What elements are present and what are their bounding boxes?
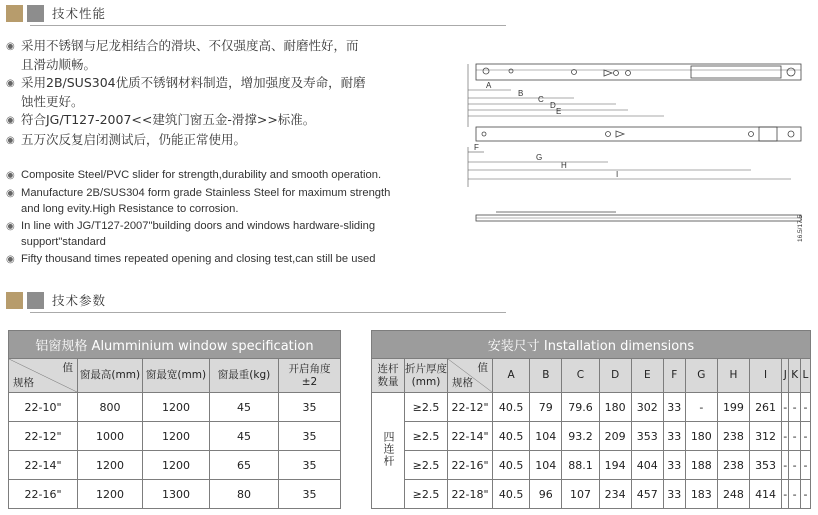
cell: - [782,393,789,422]
cell: 33 [663,422,685,451]
cell: 22-14" [448,422,493,451]
corner-bottom: 规格 [452,377,473,389]
corner-header [9,359,78,393]
cell: 35 [279,451,341,480]
dimension-label: E [556,107,562,116]
table-row [372,451,811,480]
column-header: G [685,359,717,393]
cell: 104 [530,422,562,451]
column-header [372,359,405,393]
list-item [6,74,406,111]
feature-list-en [6,167,411,268]
cell: - [800,393,810,422]
cell: 104 [530,451,562,480]
dimension-label: A [486,81,492,90]
cell: 22-10" [9,393,78,422]
feature-text: 且滑动顺畅。 [21,56,97,72]
feature-text: Composite Steel/PVC slider for strength,durability and smooth operation. [21,169,382,181]
list-item [6,111,406,131]
cell: 93.2 [562,422,599,451]
section-header-performance [6,2,506,24]
cell: - [800,451,810,480]
column-header-line: 开启角度 [288,362,331,375]
cell: - [800,422,810,451]
column-header-line: (mm) [411,375,441,388]
cell: 35 [279,480,341,509]
hole [509,69,513,73]
cell: 312 [750,422,782,451]
feature-text: 符合JG/T127-2007<<建筑门窗五金-滑撑>>标准。 [21,112,316,127]
hole [614,71,619,76]
hole [572,70,577,75]
cell: 183 [685,480,717,509]
cell: 33 [663,451,685,480]
cell: - [782,422,789,451]
table-row [372,393,811,422]
table-title: 铝窗规格 Alumminium window specification [9,331,341,359]
cell: 79.6 [562,393,599,422]
cell: 80 [210,480,279,509]
dimension-note: 16.5/17.5 [797,214,804,242]
table-row [372,480,811,509]
column-header: D [599,359,631,393]
cell: 800 [78,393,143,422]
dimension-label: H [561,161,567,170]
aluminium-spec-table [8,330,341,509]
corner-header [448,359,493,393]
column-header-line: 折片厚度 [405,362,447,375]
cell: 238 [717,451,749,480]
cell: 261 [750,393,782,422]
bullet-icon: ◉ [6,170,15,181]
column-header: C [562,359,599,393]
cell: 79 [530,393,562,422]
cell: 188 [685,451,717,480]
table-row [9,480,341,509]
feature-text: 采用2B/SUS304优质不锈钢材料制造，增加强度及寿命，耐磨 [21,75,366,90]
dimension-label: G [536,153,543,162]
column-header: B [530,359,562,393]
cell: 404 [631,451,663,480]
cell: - [685,393,717,422]
cell: - [789,451,801,480]
column-header: 窗最高(mm) [78,359,143,393]
cell: ≥2.5 [405,480,448,509]
cell: 40.5 [493,451,530,480]
cell: - [789,422,801,451]
column-header: 窗最宽(mm) [143,359,210,393]
bullet-icon: ◉ [6,187,15,199]
list-item [6,167,411,185]
feature-list-cn [6,37,406,150]
cell: - [789,480,801,509]
column-header [405,359,448,393]
column-header: I [750,359,782,393]
section-title: 技术参数 [52,293,107,308]
cell: 45 [210,393,279,422]
column-header-line: 数量 [377,375,399,388]
feature-text: In line with JG/T127-2007"building doors and windows hardware-sliding [21,219,376,232]
column-header: L [800,359,810,393]
column-header: J [782,359,789,393]
cell: 1200 [143,451,210,480]
rivet [483,68,489,74]
arm-outline [476,64,801,80]
cell: 199 [717,393,749,422]
cell: 22-16" [448,451,493,480]
divider [30,312,506,313]
cell: 248 [717,480,749,509]
corner-top: 值 [477,362,488,374]
cell: 1200 [78,480,143,509]
feature-text: Manufacture 2B/SUS304 form grade Stainless Steel for maximum strength [21,186,391,199]
bullet-icon: ◉ [6,253,15,265]
cell: 1200 [143,393,210,422]
table-row [9,393,341,422]
dimension-label: B [518,89,524,98]
cell: ≥2.5 [405,451,448,480]
cell: 65 [210,451,279,480]
cell: - [800,480,810,509]
feature-text: Fifty thousand times repeated opening and closing test,can still be used [21,252,376,265]
cell: - [782,480,789,509]
column-header: E [631,359,663,393]
bullet-icon: ◉ [6,41,15,52]
cell: 457 [631,480,663,509]
group-cell [372,393,405,509]
section-marker [27,292,44,309]
column-header: H [717,359,749,393]
cell: 35 [279,393,341,422]
dimension-label: F [474,143,479,152]
cell: 209 [599,422,631,451]
cell: 88.1 [562,451,599,480]
cell: 40.5 [493,422,530,451]
table-header-row [9,359,341,393]
bullet-icon: ◉ [6,220,15,232]
column-header: 窗最重(kg) [210,359,279,393]
cell: 22-16" [9,480,78,509]
cell: 180 [599,393,631,422]
cell: 45 [210,422,279,451]
dimension-label: I [616,170,619,179]
feature-text: 五万次反复启闭测试后，仍能正常使用。 [21,131,247,147]
feature-text: support"standard [21,236,106,248]
cell: 22-12" [448,393,493,422]
corner-top: 值 [62,362,73,374]
group-label: 四连杆 [382,431,395,467]
cell: 353 [750,451,782,480]
cell: 33 [663,393,685,422]
column-header: K [789,359,801,393]
list-item [6,218,411,251]
list-item [6,37,406,74]
feature-text: and long evity.High Resistance to corrosion. [21,203,239,215]
cell: 180 [685,422,717,451]
friction-stay-drawing [466,52,806,242]
cell: 1000 [78,422,143,451]
section-title: 技术性能 [52,6,107,21]
table-title: 安装尺寸 Installation dimensions [372,331,811,359]
cell: 22-18" [448,480,493,509]
list-item [6,131,406,151]
table-row [372,422,811,451]
divider [30,25,506,26]
table-row [9,451,341,480]
column-header: A [493,359,530,393]
cell: 35 [279,422,341,451]
cell: 353 [631,422,663,451]
cell: 22-12" [9,422,78,451]
cell: ≥2.5 [405,393,448,422]
cell: 194 [599,451,631,480]
table-row [9,422,341,451]
hole [626,71,631,76]
bullet-icon: ◉ [6,115,15,126]
cell: 40.5 [493,393,530,422]
cell: - [789,393,801,422]
feature-text: 采用不锈钢与尼龙相结合的滑块、不仅强度高、耐磨性好，而 [21,38,359,53]
table-header-row [372,359,811,393]
section-marker [6,292,23,309]
cell: 302 [631,393,663,422]
column-header [279,359,341,393]
column-header: F [663,359,685,393]
dimension-label: C [538,95,544,104]
section-marker [6,5,23,22]
column-header-line: 连杆 [377,362,399,375]
section-header-params [6,289,506,311]
corner-bottom: 规格 [13,377,34,389]
cell: 107 [562,480,599,509]
cell: 1200 [143,422,210,451]
cell: 33 [663,480,685,509]
cell: 414 [750,480,782,509]
column-header-line: ±2 [301,375,318,388]
list-item [6,251,411,269]
cell: 234 [599,480,631,509]
section-marker [27,5,44,22]
cell: 40.5 [493,480,530,509]
cell: 238 [717,422,749,451]
cell: 1200 [78,451,143,480]
cell: 96 [530,480,562,509]
bullet-icon: ◉ [6,134,15,146]
installation-dimensions-table [371,330,811,509]
dimension-label: D [550,101,556,110]
cell: ≥2.5 [405,422,448,451]
bullet-icon: ◉ [6,78,15,89]
cell: 1300 [143,480,210,509]
list-item [6,185,411,218]
cell: - [782,451,789,480]
feature-text: 蚀性更好。 [21,93,84,109]
cell: 22-14" [9,451,78,480]
